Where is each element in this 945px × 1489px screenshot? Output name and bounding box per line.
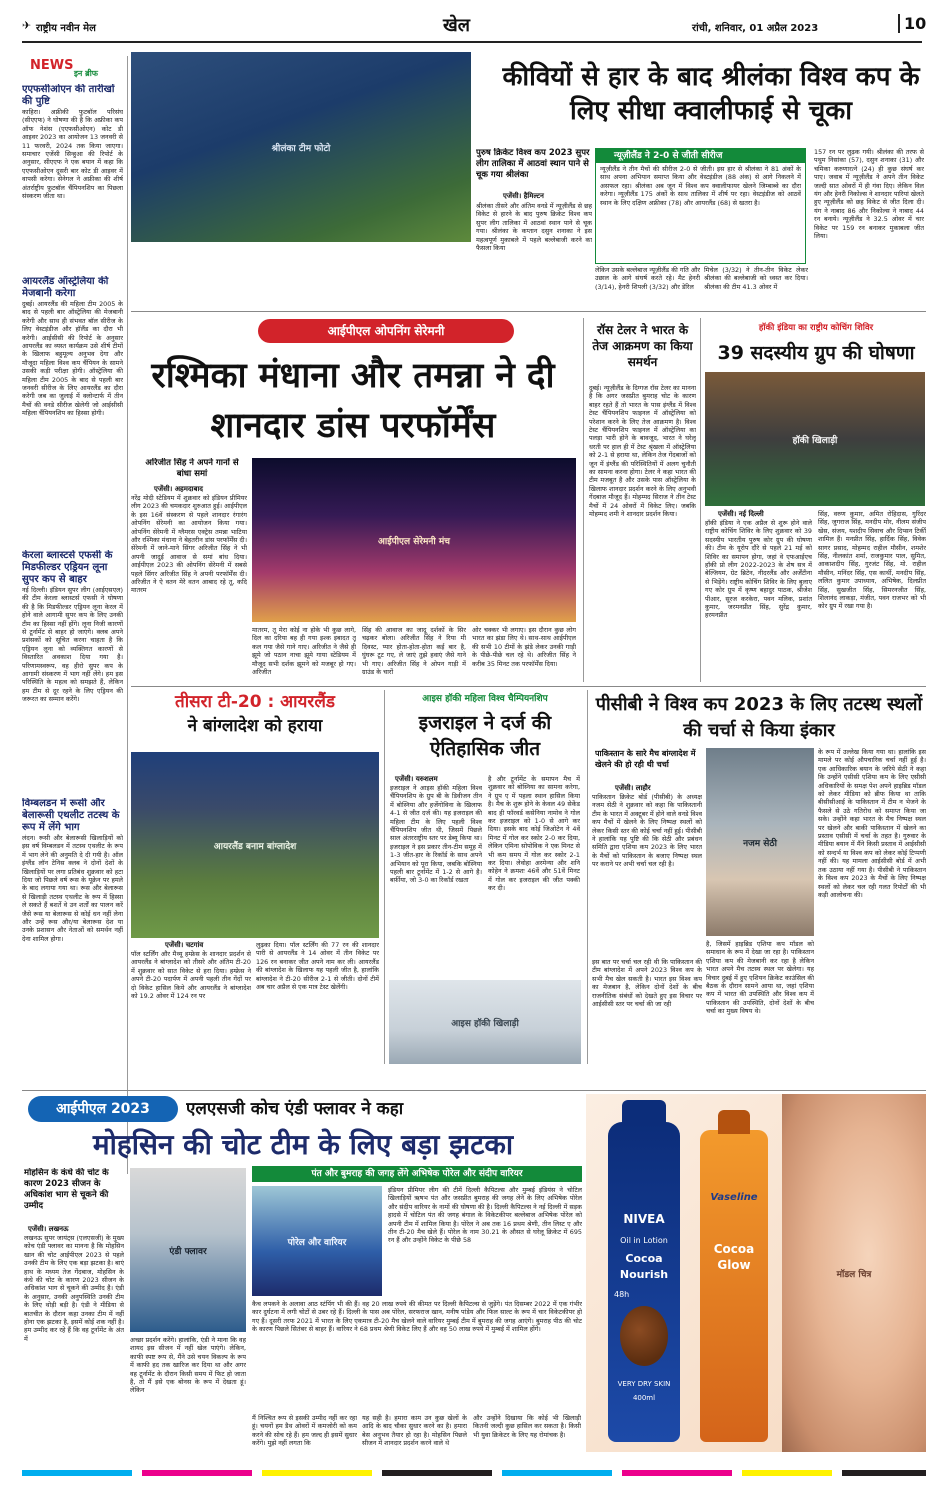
brief-logo <box>22 56 123 84</box>
sl-body-3: मिचेल (3/32) ने तीन-तीन विकेट लेकर श्रीलंका की बल्लेबाजी को ध्वस्त कर दिया। श्रीलंका की टीम 41.3 ओवर में <box>704 266 808 291</box>
israel-body-2: है और टूर्नामेंट के समापन मैच में शुक्रवार को बोस्निया का सामना करेगा, ने ग्रुप ए में पहला स्थान हासिल किया है। मैच के शुरू होने के केवल 49 सेकेंड बाद ही फॉरवर्ड कसेनिया नामोव ने गोल कर इजराइल को 1-0 से आगे कर दिया। इसके बाद कोई जिओटेन ने 4वें मिनट में गोल कर स्कोर 2-0 कर दिया, लेकिन एमिना सोपोविक ने एक मिनट से भी कम समय में गोल कर स्कोर 2-1 कर दिया। लेवोहा अरमेन्या और शनि कोहेन ने क्रमशः 46वें और 51वें मिनट में गोल कर इजराइल की जीत पक्की कर दी। <box>488 775 580 893</box>
color-swatch <box>502 1470 612 1476</box>
brief-body: काहिरा। अफ्रीकी फुटबॉल परिसंघ (सीएएफ) ने घोषणा की है कि अफ्रीका कप ऑफ नेशंस (एएफसीओएन) कोट डी आइवर 2023 का आयोजन 13 जनवरी से 11 फरवरी, 2024 तक किया जाएगा। समाचार एजेंसी सिन्हुआ की रिपोर्ट के अनुसार, सीएएफ ने एक बयान में कहा कि एएफसीओएन दूसरी बार कोट डी आइवर में वापसी करेगा। सेनेगल ने अफ्रीका की शीर्ष अंतर्राष्ट्रीय फ़ुटबॉल चैंपियनशिप का पिछला संस्करण जीता था। <box>22 108 123 201</box>
color-swatch <box>382 1470 492 1476</box>
sl-photo-caption: श्रीलंका टीम फोटो <box>271 143 331 154</box>
brief-title: केरला ब्लास्टर्स एफसी के मिडफील्डर एड्रियन लूना सुपर कप से बाहर <box>22 550 113 585</box>
pcb-body-1: पाकिस्तान क्रिकेट बोर्ड (पीसीबी) के अध्यक्ष नजम सेठी ने शुक्रवार को कहा कि पाकिस्तानी टीम के भारत में अक्टूबर में होने वाले वनडे विश्व कप मैचों में खेलने के लिए निष्पक्ष स्थलों को लेकर किसी स्तर की कोई चर्चा नहीं हुई। पीसीबी ने हालांकि यह पुष्टि की कि सेठी और प्रबंधन समिति द्वारा एशिया कप 2023 के लिए भारत के मैचों को पाकिस्तान के बजाए निष्पक्ष स्थल पर कराने पर अभी चर्चा चल रही है। <box>592 793 702 869</box>
brief-title: आयरलैंड ऑस्ट्रेलिया की मेजबानी करेगा <box>22 276 109 299</box>
lsg-headline: मोहसिन की चोट टीम के लिए बड़ा झटका <box>92 1128 514 1161</box>
color-swatch <box>262 1470 372 1476</box>
israel-headline: इजराइल ने दर्ज की ऐतिहासिक जीत <box>418 712 552 760</box>
vaseline-bottle <box>700 1130 768 1442</box>
brief-body: लंदन। रूसी और बेलारूसी खिलाड़ियों को इस वर्ष विम्बलडन में तटस्थ एथलीट के रूप में भाग लेने की अनुमति दे दी गयी है। ऑल इंग्लैंड लॉन टेनिस क्लब ने दोनों देशों के खिलाड़ियों पर लगा प्रतिबंध शुक्रवार को हटा दिया जो पिछले वर्ष रूस के यूक्रेन पर हमले के बाद लगाया गया था। रूस और बेलारूस से खिलाड़ी तटस्थ एथलीट के रूप में हिस्सा ले सकते हैं बशर्ते वे उन शर्तों का पालन करें जैसे रूस या बेलारूस से कोई धन नहीं लेना और उन्हें रूस और/या बेलारूस देश या उनके प्रशासन और नेताओं को समर्थन नहीं देना शामिल होगा। <box>22 834 123 943</box>
porel-photo <box>252 1186 382 1296</box>
ipl-headline: रश्मिका मंधाना और तमन्ना ने दी शानदार डांस परफॉर्मेंस <box>151 356 555 446</box>
news-in-brief <box>22 56 123 1174</box>
bird-logo-icon: ✈ <box>22 19 32 32</box>
hockey-headline: 39 सदस्यीय ग्रुप की घोषणा <box>717 342 915 364</box>
hockey-body-1: हॉकी इंडिया ने एक अप्रैल से शुरू होने वाले राष्ट्रीय कोचिंग शिविर के लिए शुक्रवार को 39 सदस्यीय भारतीय पुरुष कोर ग्रुप की घोषणा की। टीम के यूरोप दौरे से पहले 21 मई को शिविर का समापन होगा, जहां वे एफआईएच हॉकी प्रो लीग 2022-2023 के शेष सत्र में बेल्जियम, ग्रेट ब्रिटेन, नीदरलैंड और अर्जेंटीना से भिड़ेंगे। राष्ट्रीय कोचिंग शिविर के लिए बुलाए गए कोर ग्रुप में कृष्ण बहादुर पाठक, श्रीजेश पीआर, सूरज करकेरा, पवन मलिक, प्रशांत कुमार, जरमनप्रीत सिंह, सुरेंद्र कुमार, हरमनप्रीत <box>705 519 812 620</box>
pcb-deck: पाकिस्तान के सारे मैच बांग्लादेश में खेलने की हो रही थी चर्चा <box>595 749 696 769</box>
porel-body-1: इंडियन प्रीमियर लीग की टीमें दिल्ली कैपिटल्स और मुम्बई इंडियंस ने चोटिल खिलाड़ियों ऋषभ पंत और जसप्रीत बुमराह की जगह लेने के लिए अभिषेक पोरेल और संदीप वारियर के नामों की घोषणा की है। दिल्ली कैपिटल्स ने नई दिल्ली में सड़क हादसे में चोटिल पंत की जगह बंगाल के विकेटकीपर बल्लेबाज अभिषेक पोरेल को अपनी टीम में शामिल किया है। पोरेल ने अब तक 16 प्रथम श्रेणी, तीन लिस्ट ए और तीन टी-20 मैच खेले हैं। पोरेल के नाम 30.21 के औसत से घरेलू क्रिकेट में 695 रन हैं और उन्होंने विकेट के पीछे 58 <box>388 1186 582 1245</box>
ipl-dateline: एजेंसी। अहमदाबाद <box>154 485 204 493</box>
porel-photo-caption: पोरेल और वारियर <box>287 1237 347 1248</box>
lsg-body-1: लखनऊ सुपर जायंट्स (एलएसजी) के मुख्य कोच एंडी फ्लावर का मानना है कि मोहसिन खान की चोट आईपीएल 2023 से पहले उनकी टीम के लिए एक बड़ा झटका है। बाएं हाथ के मध्यम तेज गेंदबाज, मोहसिन के कंधे की चोट के कारण 2023 सीजन के अधिकांश भाग से चूकने की उम्मीद है। एंडी के अनुसार, उनकी अनुपस्थिति उनकी टीम के लिए थोड़ी बड़ी है। एंडी ने मीडिया से बातचीत के दौरान कहा उनका टीम में नहीं होना एक झटका है, इसमें कोई शक नहीं है। हम उम्मीद कर रहे हैं कि वह टूर्नामेंट के अंत में <box>24 1234 124 1343</box>
cosmetics-ad <box>586 1094 926 1452</box>
israel-divider <box>384 690 385 1064</box>
ipl-col-3: ओर चक्कर भी लगाए। इस दौरान कुछ लोग भारत का झंडा लिए थे। साथ-साथ आईपीएल की सभी 10 टीमों के झंडे लेकर उनकी गाड़ी के पीछे-पीछे चल रहे थे। अरिजीत सिंह ने करीब 35 मिनट तक परफॉर्मेंस दिया। <box>472 626 576 668</box>
nivea-line-4: 48h <box>614 1290 630 1299</box>
ipl-col-2: सिंह की आवाज का जादू दर्शकों के सिर चढ़कर बोला। अरिजीत सिंह ने रिया मी दिवस्ट, प्यार होता-होता-होता कई बार है, घुंघरू टूट गए, ले जाएं तुझे हवाएं जैसे गाने भी गाए। अरिजीत सिंह ने ओपन गाड़ी में ग्राउंड के चारों <box>362 626 466 677</box>
pcb-body-4: के रूप में उल्लेख किया गया था। हालांकि इस मामले पर कोई औपचारिक चर्चा नहीं हुई है। एक आधिकारिक बयान के जरिये सेठी ने कहा कि उन्होंने एसीसी एशिया कप के लिए एसीसी अधिकारियों के समक्ष पेश अपने हाइब्रिड मॉडल को लेकर मीडिया को ब्रीफ किया था ताकि बीसीसीआई के पाकिस्तान में टीम न भेजने के फैसले से उठे गतिरोध को समाप्त किया जा सके। उन्होंने कहा भारत के मैच निष्पक्ष स्थल पर खेलने और बाकी पाकिस्तान में खेलने का प्रस्ताव एसीसी में चर्चा के तहत है। गुरुवार के मीडिया बयान में मैंने किसी प्रस्ताव में आईसीसी को सन्दर्भ या विश्व कप को लेकर कोई टिप्पणी नहीं की। यह मामला आईसीसी बोर्ड में अभी तक उठाया नहीं गया है। पीसीबी ने पाकिस्तान के विश्व कप 2023 के मैचों के लिए निष्पक्ष स्थलों को लेकर चल रही गलत रिपोर्टों की भी कड़ी आलोचना की। <box>818 748 926 899</box>
hockey-dateline: एजेंसी। नई दिल्ली <box>718 510 764 518</box>
nivea-cocoa-graphic <box>620 1306 668 1366</box>
mid-rule <box>131 686 926 687</box>
nivea-cap <box>622 1100 666 1126</box>
print-color-bar <box>22 1470 926 1480</box>
nivea-bottle <box>608 1122 680 1442</box>
t20-body-1: पॉल स्टर्लिंग और मैथ्यू हम्फ्रेस के शानदार प्रदर्शन से आयरलैंड ने बांग्लादेश को तीसरे और अंतिम टी-20 में शुक्रवार को सात विकेट से हरा दिया। हम्फ्रेस ने अपने टी-20 पदार्पण में अपनी पहली तीन गेंदों पर दो विकेट हासिल किये और आयरलैंड ने बांग्लादेश को 19.2 ओवर में 124 रन पर <box>131 950 251 1001</box>
sl-headline: कीवियों से हार के बाद श्रीलंका विश्व कप के लिए सीधा क्वालीफाई से चूका <box>502 62 920 126</box>
hockey-tag: हॉकी इंडिया का राष्ट्रीय कोचिंग शिविर <box>758 323 874 333</box>
brief-item <box>22 550 123 798</box>
masthead-rule <box>22 41 922 43</box>
pcb-divider <box>587 690 588 1064</box>
lsg-photo-caption: एंडी फ्लावर <box>169 1246 207 1257</box>
pcb-body-2: है, जिसमें हाइब्रिड एशिया कप मॉडल को समाधान के रूप में देखा जा रहा है। पाकिस्तान एशिया कप की मेजबानी कर रहा है लेकिन भारत अपने मैच तटस्थ स्थल पर खेलेगा। यह विचार दुबई में हुए एशियन क्रिकेट काउंसिल की बैठक के दौरान सामने आया था, जहां एशिया कप में भारत की उपस्थिति और विश्व कप में पाकिस्तान की उपस्थिति, दोनों देशों के बीच चर्चा का मुख्य विषय थे। <box>706 940 814 1016</box>
nivea-line-6: 400ml <box>632 1394 656 1402</box>
lsg-dateline: एजेंसी। लखनऊ <box>28 1225 69 1233</box>
israel-dateline: एजेंसी। यरुशलम <box>395 775 438 783</box>
israel-photo <box>389 980 581 1064</box>
page-number: 10 <box>898 14 926 33</box>
ipl-photo-caption: आईपीएल सेरेमनी मंच <box>378 536 450 547</box>
brief-item <box>22 84 123 276</box>
sl-box <box>595 148 806 264</box>
masthead <box>22 12 927 38</box>
lsg-body-4: यह सही है। हमारा काम उन कुछ खेलों के आदि के बाद चौका सुधार करने का है। हमारा बेस अनुभव तैयार हो रहा है। मोहसिन पिछले सीजन में शानदार प्रदर्शन करने वाले थे <box>362 1414 467 1448</box>
ipl-col-1: मातरम, तू मेरा कोई ना होके भी कुछ लागे, दिल का दरिया बह ही गया इश्क इबादत तू कल गया जैसे गाने गाए। अरिजीत ने जैसे ही झूमे जो पठान नाचा झूमे गाया स्टेडियम में मौजूद सभी दर्शक झूमने को मजबूर हो गए। अरिजीत <box>252 626 356 677</box>
ross-divider <box>583 318 584 682</box>
sl-deck: पुरुष क्रिकेट विश्व कप 2023 सुपर लीग तालिका में आठवां स्थान पाने से चूक गया श्रीलंका <box>476 148 590 180</box>
pcb-photo-caption: नजम सेठी <box>743 838 777 849</box>
paper-name: राष्ट्रीय नवीन मेल <box>36 23 96 34</box>
brief-divider <box>127 56 128 1174</box>
pcb-body-3: इस बात पर चर्चा चल रही थी कि पाकिस्तान की टीम बांग्लादेश में अपने 2023 विश्व कप के सभी मैच खेल सकती है। भारत इस विश्व कप का मेजबान है, लेकिन दोनों देशों के बीच राजनीतिक संबंधों को देखते हुए इस विचार पर आईसीसी स्तर पर चर्चा की जा रही <box>592 958 702 1009</box>
porel-body-2: कैच लपकने के अलावा आठ स्टंपिंग भी की हैं। वह 20 लाख रुपये की कीमत पर दिल्ली कैपिटल्स से जुड़ेंगे। पंत दिसम्बर 2022 में एक गंभीर कार दुर्घटना में लगी चोटों से उबर रहे हैं। दिल्ली के पास अब पोरेल, सरफराज खान, मनीष पांडेय और फिल साल्ट के रूप में चार विकेटकीपर हो गए हैं। दूसरी तरफ 2021 में भारत के लिए एकमात्र टी-20 मैच खेलने वाले वारियर मुम्बई टीम में बुमराह की जगह आएंगे। बुमराह पीठ की चोट के कारण पिछले सितंबर से बाहर हैं। वारियर ने 68 प्रथम श्रेणी विकेट लिए हैं और वह 50 लाख रुपये में मुम्बई में शामिल होंगे। <box>252 1300 582 1334</box>
israel-body-1: इजराइल ने आइस हॉकी महिला विश्व चैंपियनशिप के ग्रुप बी के डिवीजन तीन में बोस्निया और हर्जेगोविना के खिलाफ 4-1 से जीत दर्ज की। यह इजराइल की महिला टीम के लिए पहली विश्व चैंपियनशिप जीत थी, जिसमें पिछले साल अंतरराष्ट्रीय स्तर पर डेब्यू किया था। इजराइल ने इस प्रकार तीन-टीम समूह में 1-3 जीत-हार के रिकॉर्ड के साथ अपने अभियान को पूरा किया, जबकि बोस्निया पहली बार टूर्नामेंट में 1-2 से आगे है। बर्फ़ीया, जो 3-0 का रिकॉर्ड रखता <box>390 784 482 885</box>
hockey-divider <box>700 318 701 682</box>
porel-tag: पंत और बुमराह की जगह लेंगे अभिषेक पोरेल और संदीप वारियर <box>252 1166 582 1182</box>
nivea-brand: NIVEA <box>623 1212 665 1226</box>
vaseline-line-1: Cocoa <box>713 1242 755 1256</box>
nivea-line-2: Cocoa <box>625 1252 663 1265</box>
hockey-body-2: सिंह, वरुण कुमार, अमित रोहिदास, गुरिंदर सिंह, जुगराज सिंह, मनदीप मोर, नीलम संजीप खेस, संजय, यशदीप सिवाच और दिप्सन टिर्की शामिल हैं। मनप्रीत सिंह, हार्दिक सिंह, विवेक सागर प्रसाद, मोहम्मद राहील मौसीन, शमशेर सिंह, नीलकांत शर्मा, राजकुमार पाल, सुमित, आकाशदीप सिंह, गुरजंट सिंह, मो. राहील मौसीन, मनिंदर सिंह, एस कार्थी, मनदीप सिंह, ललित कुमार उपाध्याय, अभिषेक, दिलप्रीत सिंह, सुखजीत सिंह, सिमरनजीत सिंह, शिलानंद लाकड़ा, मंजीत, पवन राजभर को भी कोर ग्रुप में रखा गया है। <box>818 510 926 611</box>
vaseline-brand: Vaseline <box>710 1192 758 1203</box>
t20-body-2: लुढ़का दिया। पॉल स्टर्लिंग की 77 रन की शानदार पारी से आयरलैंड ने 14 ओवर में तीन विकेट पर 126 रन बनाकर जीत अपने नाम कर ली। आयरलैंड की बांग्लादेश के खिलाफ यह पहली जीत है, हालांकि बांग्लादेश ने टी-20 सीरीज 2-1 से जीती। दोनों टीमें अब चार अप्रैल से एक मात्र टेस्ट खेलेंगी। <box>256 941 379 992</box>
pcb-dateline: एजेंसी। लाहौर <box>615 784 651 792</box>
nivea-line-5: VERY DRY SKIN <box>617 1380 671 1388</box>
lsg-body-2: अच्छा प्रदर्शन करेंगे। हालांकि, एंडी ने माना कि वह शायद इस सीजन में नहीं खेल पाएंगे। लेकिन, काफी स्पष्ट रूप से, मैंने उसे चयन विकल्प के रूप में काफी हद तक खारिज कर दिया था और अगर वह टूर्नामेंट के दौरान किसी समय में फिट हो जाता है, तो मैं इसे एक बोनस के रूप में देखता हूं। लेकिन <box>130 1336 246 1395</box>
sl-body-4: 157 रन पर लुढ़क गयी। श्रीलंका की तरफ से पथुम निसांका (57), दसुन शनाका (31) और चमिका करुणारत्ने (24) ही कुछ संघर्ष कर पाए। जवाब में न्यूज़ीलैंड ने अपने तीन विकेट जल्दी सात ओवरों में ही गंवा दिए। लेकिन विल यंग और हेनरी निकोल्स ने शानदार पारियां खेलते हुए न्यूज़ीलैंड को छह विकेट से जीत दिला दी। यंग ने नाबाद 86 और निकोल्स ने नाबाद 44 रन बनाये। न्यूज़ीलैंड ने 32.5 ओवर में चार विकेट पर 159 रन बनाकर मुकाबला जीत लिया। <box>814 148 924 241</box>
sl-dateline: एजेंसी। हैमिल्टन <box>503 192 544 200</box>
color-swatch <box>22 1470 132 1476</box>
color-swatch <box>142 1470 252 1476</box>
color-swatch <box>842 1470 926 1476</box>
pcb-photo <box>706 748 814 936</box>
t20-headline-1: तीसरा टी-20 : आयरलैंड <box>175 692 335 712</box>
sl-box-title: न्यूज़ीलैंड ने 2-0 से जीती सीरीज <box>596 149 805 163</box>
ipl-body-1: नरेंद्र मोदी स्टेडियम में शुक्रवार को इंडियन प्रीमियर लीग 2023 की चमकदार शुरुआत हुई। आईपीएल के इस 16वें संस्करण से पहले शानदार रंगारंग ओपनिंग सेरेमनी का आयोजन किया गया। ओपनिंग सेरेमनी में ग्लैमरस एक्ट्रेस तमन्ना भाटिया और रश्मिका मंधाना ने बेहतरीन डांस परफॉर्मेंस दी। सेरेमनी में जाने-माने सिंगर अरिजीत सिंह ने भी अपनी जादुई आवाज से समां बांध दिया। आईपीएल 2023 की ओपनिंग सेरेमनी में सबसे पहले सिंगर अरिजीत सिंह ने अपनी परफॉर्मेंस दी। अरिजीत ने ऐ वतन मेरे वतन आबाद रहे तू, कदि मातरम <box>131 494 247 595</box>
pcb-headline: पीसीबी ने विश्व कप 2023 के लिए तटस्थ स्थलों की चर्चा से किया इंकार <box>595 694 923 741</box>
brief-logo-sub: इन ब्रीफ <box>74 69 98 78</box>
lsg-kicker: एलएसजी कोच एंडी फ्लावर ने कहा <box>186 1099 404 1119</box>
ad-model-image <box>782 1094 926 1452</box>
israel-tag: आइस हॉकी महिला विश्व चैम्पियनशिप <box>422 694 548 704</box>
lsg-body-5: और उन्होंने दिखाया कि कोई भी खिलाड़ी कितनी जल्दी कुछ हासिल कर सकता है। किसी भी युवा क्रिकेटर के लिए यह रोमांचक है। <box>473 1414 581 1439</box>
ross-headline: रॉस टेलर ने भारत के तेज आक्रमण का किया समर्थन <box>592 323 693 369</box>
lsg-tag: आईपीएल 2023 <box>28 1096 178 1122</box>
lsg-photo <box>130 1168 246 1332</box>
ipl-tag: आईपीएल ओपनिंग सेरेमनी <box>258 319 514 343</box>
section-title: खेल <box>443 15 470 36</box>
brief-body: नई दिल्ली। इंडियन सुपर लीग (आईएसएल) की टीम केरला ब्लास्टर्स एफसी ने घोषणा की है कि मिडफील्डर एड्रियन लूना केरल में होने वाले आगामी सुपर कप के लिए उनकी टीम का हिस्सा नहीं होंगे। लूना निजी कारणों से टूर्नामेंट से बाहर हो जाएंगे। क्लब अपने प्रशंसकों को सूचित करना चाहता है कि एड्रियन लूना को व्यक्तिगत कारणों से विस्तारित अवकाश दिया गया है। परिणामस्वरूप, वह हीरो सुपर कप के आगामी संस्करण में भाग नहीं लेंगे। हम इस परिस्थिति के महत्व को समझते हैं, लेकिन हम टीम से दूर रहने के लिए एड्रियन की जरूरत का सम्मान करेंगे। <box>22 586 123 704</box>
sl-body-1: श्रीलंका तीसरे और अंतिम वनडे में न्यूज़ीलैंड से छह विकेट से हारने के बाद पुरुष क्रिकेट विश्व कप सुपर लीग तालिका में आठवां स्थान पाने से चूक गया। श्रीलंका के कप्तान दसुन शनाका ने इस महत्वपूर्ण मुकाबले में पहले बल्लेबाजी करने का फैसला किया <box>476 202 592 253</box>
color-swatch <box>742 1470 832 1476</box>
israel-photo-caption: आइस हॉकी खिलाड़ी <box>451 1018 519 1029</box>
t20-photo <box>131 752 379 938</box>
t20-dateline: एजेंसी। चटगांव <box>165 941 204 949</box>
brief-body: दुबई। आयरलैंड की महिला टीम 2005 के बाद से पहली बार ऑस्ट्रेलिया की मेजबानी करेगी और साथ ही संभवत बॉल सीरीज के लिए वेस्टइंडीज और हॉलैंड का दौरा भी करेगी। आईसीसी की रिपोर्ट के अनुसार आयरलैंड का व्यस्त कार्यक्रम उसे शीर्ष टीमों के खिलाफ बहुमूल्य अनुभव देगा और मौजूदा महिला विश्व कप चैंपियन के सामने उसकी कड़ी परीक्षा होगी। ऑस्ट्रेलिया की महिला टीम 2005 के बाद से पहली बार जनवरी सीरीज के लिए आयरलैंड का दौरा करेगी जब का जुलाई में क्लोन्टार्फ में तीन मैचों की वनडे सीरीज खेलेगी जो आईसीसी महिला चैंपियनशिप का हिस्सा होगी। <box>22 300 123 418</box>
ipl-deck: अरिजीत सिंह ने अपने गानों से बांधा समां <box>145 458 239 479</box>
dateline: रांची, शनिवार, 01 अप्रैल 2023 <box>692 23 819 34</box>
sl-bottom-rule <box>131 311 926 312</box>
hockey-photo <box>705 372 925 506</box>
brief-item <box>22 798 123 1140</box>
lower-rule <box>22 1090 926 1091</box>
nivea-line-3: Nourish <box>619 1268 669 1281</box>
brief-logo-main: NEWS <box>30 58 74 73</box>
hockey-photo-caption: हॉकी खिलाड़ी <box>792 435 838 446</box>
t20-headline-block <box>131 690 379 746</box>
lsg-body-3: मैं निश्चित रूप से इसकी उम्मीद नहीं कर रहा हूं। चयनों हम डैथ ओवरों में कमजोरी को कम करने की सोच रहे हैं। हम जल्द ही इसमें सुधार करेंगे। मुझे नहीं लगता कि <box>252 1414 357 1448</box>
ipl-stage-photo <box>252 458 576 622</box>
t20-headline-2: ने बांग्लादेश को हराया <box>187 716 323 736</box>
vaseline-cap <box>718 1110 750 1134</box>
brief-title: एएफसीओएन की तारीखों की पुष्टि <box>22 84 115 107</box>
lsg-deck: मोहसिन के कंधे की चोट के कारण 2023 सीजन के अधिकांश भाग से चूकने की उम्मीद <box>24 1168 109 1211</box>
nivea-line-1: Oil in Lotion <box>620 1236 668 1245</box>
ad-model-caption: मॉडल चित्र <box>836 1269 872 1280</box>
ross-body: दुबई। न्यूज़ीलैंड के दिग्गज रॉस टेलर का मानना है कि अगर जसप्रीत बुमराह चोट के कारण बाहर रहते हैं तो भारत के पास इंग्लैंड में विश्व टेस्ट चैंपियनशिप फाइनल में ऑस्ट्रेलिया को परेशान करने के लिए तेज आक्रमण है। विश्व टेस्ट चैंपियनशिप फाइनल में ऑस्ट्रेलिया का पलड़ा भारी होने के बावजूद, भारत ने घरेलू धरती पर हाल ही में टेस्ट श्रृंखला में ऑस्ट्रेलिया को 2-1 से हराया था, लेकिन तेज गेंदबाजों को जून में इंग्लैंड की परिस्थितियों में अलग चुनौती का सामना करना होगा। टेलर ने कहा भारत की टीम मजबूत है और उसके पास ऑस्ट्रेलिया के खिलाफ शानदार प्रदर्शन करने के लिए अनुभवी गेंदबाज मौजूद हैं। मोहम्मद सिराज ने तीन टेस्ट मैचों में 24 ओवरों में विकेट लिए। जबकि मोहम्मद शमी ने शानदार प्रदर्शन किया। <box>589 384 696 519</box>
sl-body-2: लेकिन उसके बल्लेबाज न्यूज़ीलैंड की गति और उछाल के आगे संघर्ष करते रहे। मैट हेनरी (3/14), हेनरी शिपली (3/32) और डेरिल <box>595 266 700 291</box>
sl-box-body: न्यूज़ीलैंड ने तीन मैचों की सीरीज 2-0 से जीती। इस हार से श्रीलंका ने 81 अंकों के साथ अपना अभियान समाप्त किया और वेस्टइंडीज (88 अंक) से आगे निकलने में असफल रहा। श्रीलंका अब जून में विश्व कप क्वालीफायर खेलने जिम्बाब्वे का दौरा करेगा। न्यूज़ीलैंड 175 अंकों के साथ तालिका में शीर्ष पर रहा। वेस्टइंडीज को आठवें स्थान के लिए दक्षिण अफ्रीका (78) और आयरलैंड (68) से खतरा है। <box>600 165 801 207</box>
sl-team-photo <box>131 52 471 242</box>
color-swatch <box>622 1470 732 1476</box>
brief-item <box>22 276 123 550</box>
brief-title: विम्बलडन में रूसी और बेलारूसी एथलीट तटस्थ के रूप में लेंगे भाग <box>22 798 120 833</box>
t20-photo-caption: आयरलैंड बनाम बांग्लादेश <box>213 841 297 852</box>
vaseline-line-2: Glow <box>717 1258 751 1272</box>
